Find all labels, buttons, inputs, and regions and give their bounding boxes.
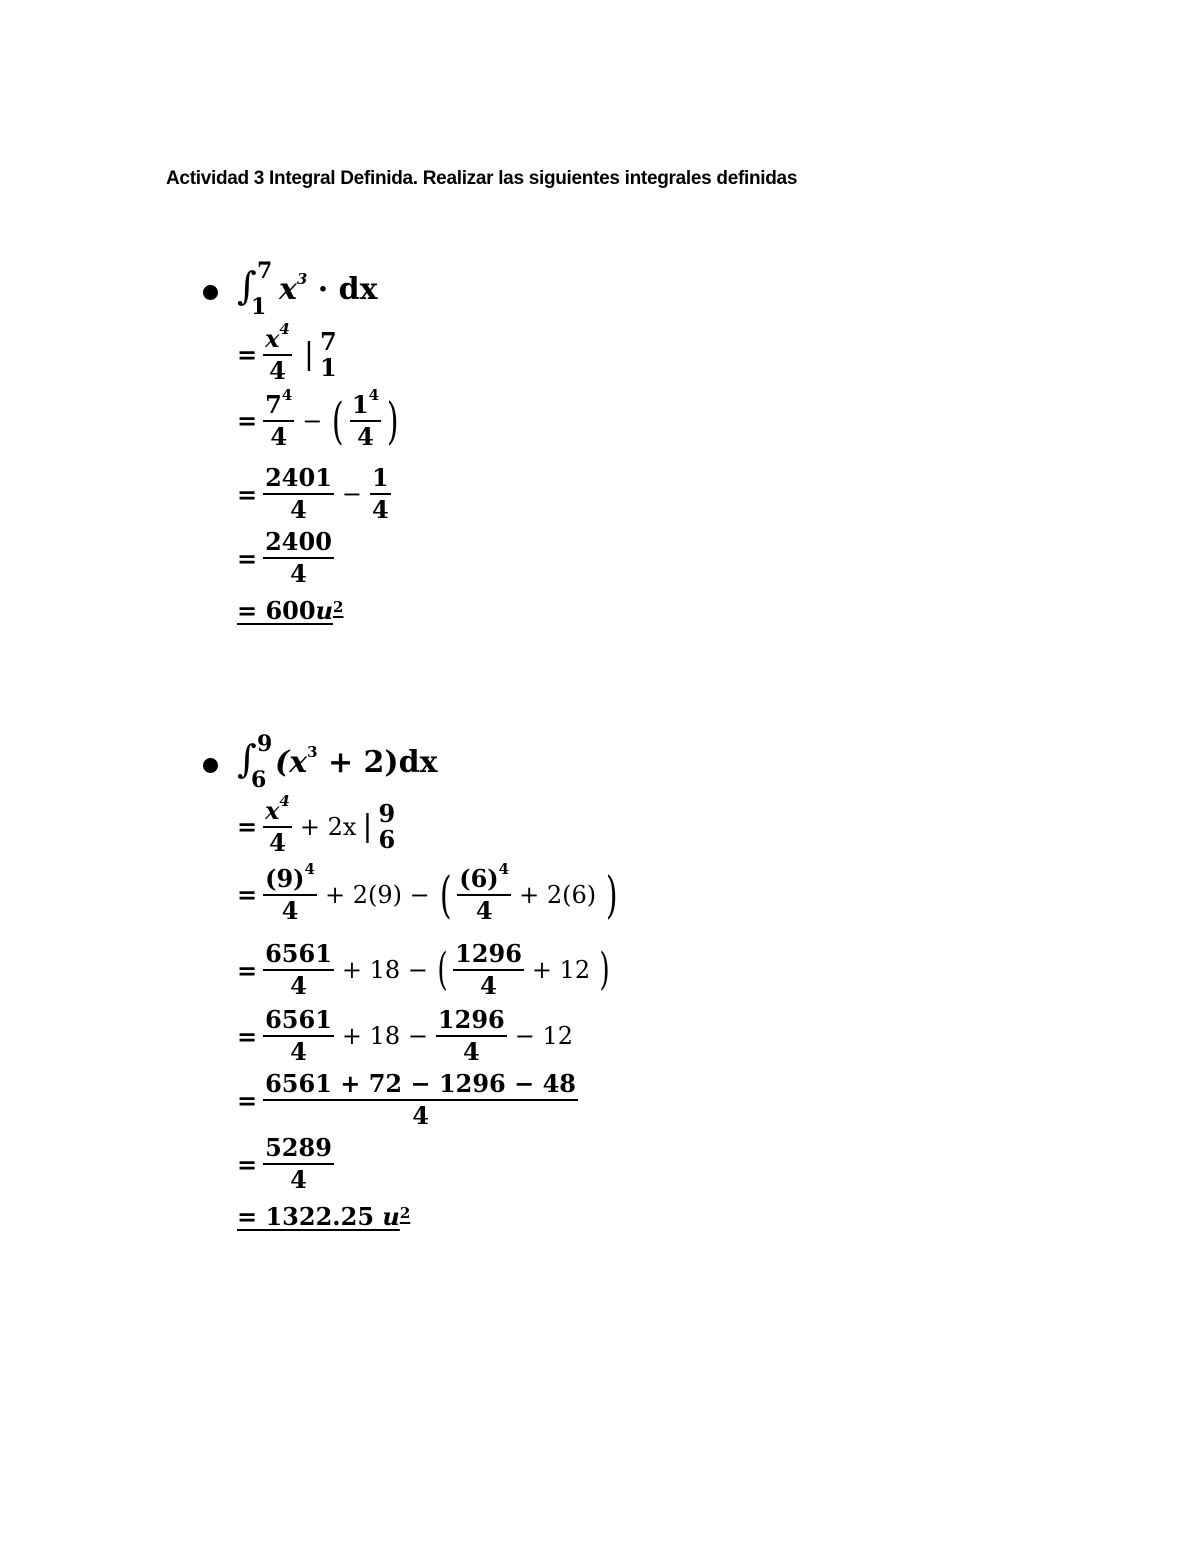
integral-upper-limit: 7 xyxy=(257,258,273,284)
p1-result: = 600 u 2 xyxy=(237,596,344,625)
p1-step-4: = $\frac{2400}{4}$ xyxy=(237,527,332,588)
evaluation-limits: 7 1 xyxy=(319,327,337,382)
integral-upper-limit: 9 xyxy=(257,731,273,757)
page-title: Actividad 3 Integral Definida. Realizar las siguientes integrales definidas xyxy=(166,168,798,189)
bullet-problem-2 xyxy=(203,758,218,773)
p2-step-3: = $\frac{6561}{4}$ + 18 − ( $\frac{1296}{4}$ + 12 ) xyxy=(237,939,610,1000)
p2-step-6: = $\frac{5289}{4}$ xyxy=(237,1133,332,1194)
p2-result: = 1322.25 u 2 xyxy=(237,1202,411,1231)
integral-lower-limit: 1 xyxy=(251,294,267,320)
bullet-problem-1 xyxy=(203,285,218,300)
p2-step-5: = $\frac{6561 + 72 - 1296 - 48}{4}$ xyxy=(237,1069,576,1130)
p1-step-3: = $\frac{2401}{4}$ − $\frac{1}{4}$ xyxy=(237,463,389,524)
fraction: $\frac{x^4}{4}$ xyxy=(265,320,290,385)
p2-step-2: = $\frac{(9)^4}{4}$ + 2(9) − ( $\frac{(6)^4}{4}$ + 2(6) ) xyxy=(237,860,618,925)
integrand: $(x^3 + 2)dx$ xyxy=(275,743,438,780)
p2-step-4: = $\frac{6561}{4}$ + 18 − $\frac{1296}{4}$ − 12 xyxy=(237,1005,573,1066)
integral-sign: ∫ xyxy=(237,737,257,781)
integral-2 xyxy=(237,731,467,795)
integral-lower-limit: 6 xyxy=(251,767,267,793)
p1-step-2: = $\frac{7^4}{4}$ − ( $\frac{1^4}{4}$ ) xyxy=(237,386,399,451)
integral-sign: ∫ xyxy=(237,264,257,308)
p1-step-1: = $\frac{x^4}{4}$ | 7 1 xyxy=(237,320,337,385)
integrand: $x^3$ · dx xyxy=(279,270,378,307)
integral-1 xyxy=(237,258,437,322)
p2-step-1: = $\frac{x^4}{4}$ + 2x | 9 6 xyxy=(237,792,396,857)
